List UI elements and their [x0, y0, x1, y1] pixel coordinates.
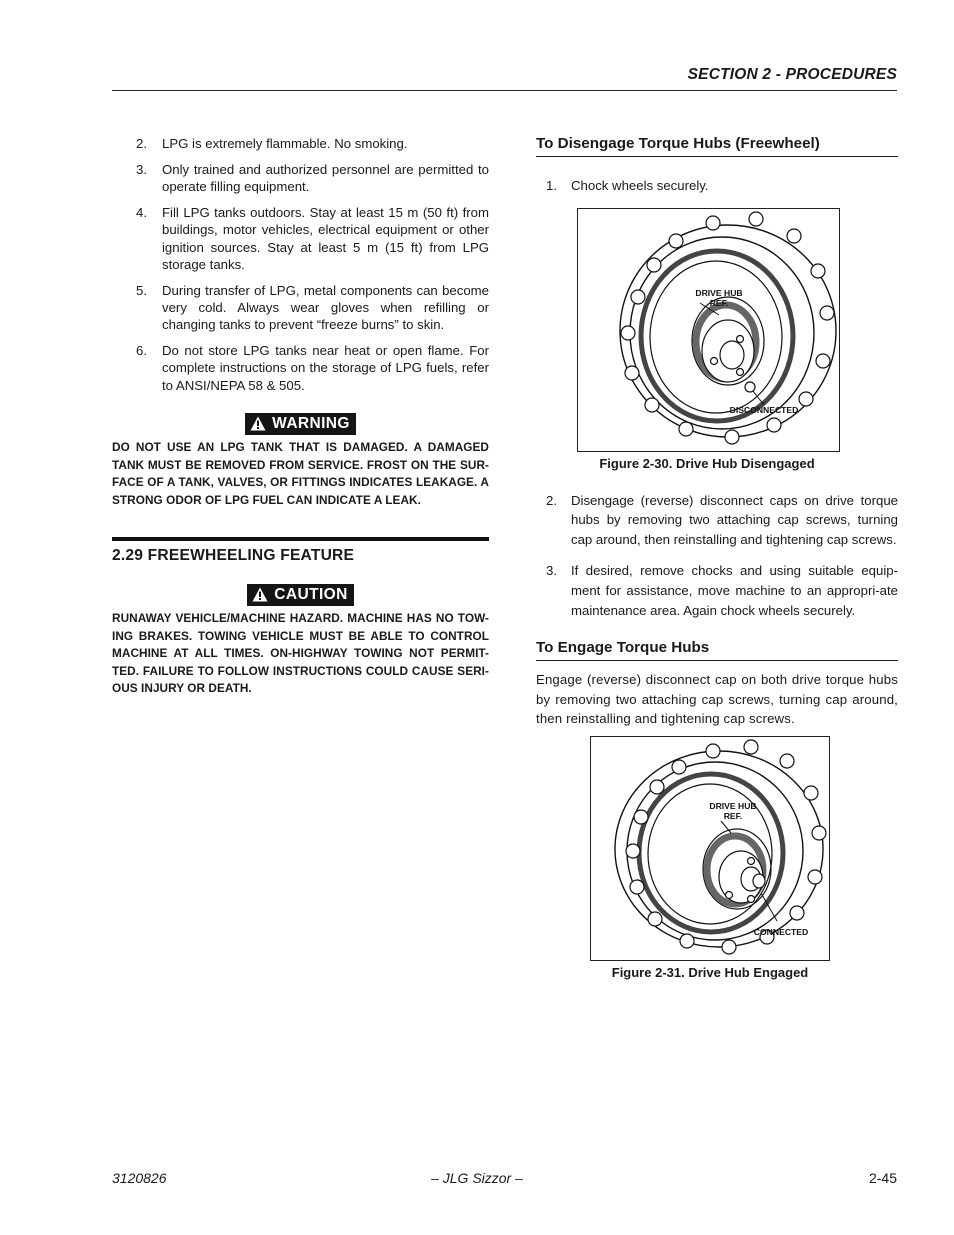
caution-badge-wrap	[112, 584, 489, 608]
header-rule	[112, 90, 897, 91]
warning-badge-wrap	[112, 413, 489, 437]
figure-caption: Figure 2-30. Drive Hub Disengaged	[599, 455, 815, 471]
footer-page-number: 2-45	[868, 1170, 897, 1186]
connected-label: CONNECTED	[753, 926, 809, 937]
footer-doc-number: 3120826	[112, 1170, 167, 1186]
engage-heading: To Engage Torque Hubs	[536, 639, 898, 661]
section-header: SECTION 2 - PROCEDURES	[687, 66, 897, 83]
list-item: 5. During transfer of LPG, metal components can become very cold. Always wear gloves when refilling or changing tanks to prevent “freeze burns” to skin.	[136, 282, 489, 333]
section-divider	[112, 537, 489, 541]
hub-ref-label-line1: DRIVE HUB	[695, 287, 743, 298]
disengage-steps	[536, 491, 898, 621]
right-column	[536, 135, 898, 980]
section-title: 2.29 FREEWHEELING FEATURE	[112, 546, 355, 564]
figure-drive-hub-engaged	[590, 736, 830, 961]
drive-hub-disengaged-illustration	[578, 209, 839, 451]
list-item: 3. If desired, remove chocks and using suitable equip-ment for assistance, move machine to an appropri-ate maintenance area. Again chock wheels securely.	[546, 563, 898, 618]
warning-badge: WARNING	[245, 413, 356, 435]
figure-drive-hub-disengaged	[577, 208, 840, 452]
list-item: 2. Disengage (reverse) disconnect caps on drive torque hubs by removing two attaching cap screws, turning cap around, then reinstalling and tightening cap screws.	[546, 492, 898, 547]
hub-ref-label-line2: REF.	[709, 297, 729, 308]
disengage-heading: To Disengage Torque Hubs (Freewheel)	[536, 135, 898, 157]
drive-hub-engaged-illustration	[591, 737, 829, 960]
list-item: 6. Do not store LPG tanks near heat or open flame. For complete instructions on the storage of LPG fuels, refer to ANSI/NEPA 58 & 505.	[136, 343, 489, 393]
left-column	[112, 135, 489, 697]
hub-ref-label-line2: REF.	[723, 810, 743, 821]
caution-badge: CAUTION	[247, 584, 353, 606]
list-item: 2. LPG is extremely flammable. No smoking.	[136, 136, 408, 151]
list-item: 3. Only trained and authorized personnel are permitted to operate filling equipment.	[136, 162, 489, 195]
list-item: 1. Chock wheels securely.	[546, 178, 709, 193]
lpg-safety-list	[112, 135, 489, 394]
disconnected-label: DISCONNECTED	[729, 404, 799, 415]
warning-text: DO NOT USE AN LPG TANK THAT IS DAMAGED. A DAMAGED TANK MUST BE REMOVED FROM SERVICE. FROST ON THE SUR-FACE OF A TANK, VALVES, OR FITTINGS INDICATES LEAKAGE. A STRONG ODOR OF LPG FUEL CAN INDICATE A LEAK.	[112, 440, 489, 507]
disengage-step-1	[536, 176, 898, 196]
engage-paragraph: Engage (reverse) disconnect cap on both drive torque hubs by removing two attaching cap screws, turning cap around, then reinstalling and tightening cap screws.	[536, 672, 898, 727]
footer-title: – JLG Sizzor –	[431, 1170, 523, 1186]
caution-text: RUNAWAY VEHICLE/MACHINE HAZARD. MACHINE HAS NO TOW-ING BRAKES. TOWING VEHICLE MUST BE ABLE TO CONTROL MACHINE AT ALL TIMES. ON-HIGHWAY TOWING NOT PERMIT-TED. FAILURE TO FOLLOW INSTRUCTIONS COULD CAUSE SERI-OUS INJURY OR DEATH.	[112, 611, 489, 696]
hub-ref-label-line1: DRIVE HUB	[709, 800, 757, 811]
figure-caption: Figure 2-31. Drive Hub Engaged	[611, 964, 809, 980]
caution-triangle-icon	[252, 587, 268, 602]
list-item: 4. Fill LPG tanks outdoors. Stay at least 15 m (50 ft) from buildings, motor vehicles, electrical equipment or other ignition sources. Stay at least 5 m (15 ft) from LPG storage tanks.	[136, 205, 489, 272]
warning-triangle-icon	[250, 416, 266, 431]
